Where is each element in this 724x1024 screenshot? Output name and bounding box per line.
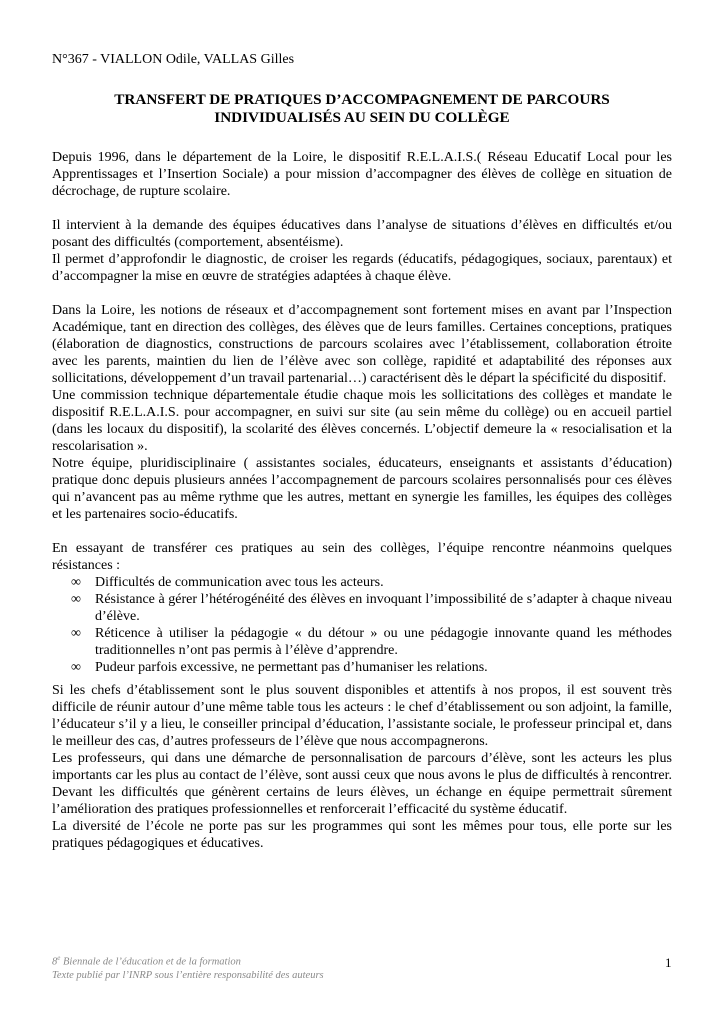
footer-line-2: Texte publié par l’INRP sous l’entière responsabilité des auteurs bbox=[52, 969, 324, 981]
document-body bbox=[52, 149, 672, 852]
footer-ordinal: 8 bbox=[52, 956, 58, 968]
list-item bbox=[71, 591, 672, 625]
list-item bbox=[71, 625, 672, 659]
paragraph-6: Notre équipe, pluridisciplinaire ( assistantes sociales, éducateurs, enseignants et assistants d’éducation) pratique donc depuis plusieurs années l’accompagnement de parcours scolaires personnalisés pour ces élèves qui n’avancent pas au même rythme que les autres, mettant en synergie les familles, les équipes des collèges et les partenaires socio-éducatifs. bbox=[52, 456, 672, 522]
footer-ordinal-suffix: e bbox=[57, 954, 61, 962]
page-footer bbox=[52, 952, 324, 982]
infinity-bullet-icon: ∞ bbox=[71, 575, 81, 590]
title-line-1: TRANSFERT DE PRATIQUES D’ACCOMPAGNEMENT DE PARCOURS bbox=[114, 91, 610, 108]
paragraph-5: Une commission technique départementale étudie chaque mois les sollicitations des collèges et mandate le dispositif R.E.L.A.I.S. pour accompagner, en suivi sur site (au sein même du collège) ou en accueil partiel (dans les locaux du dispositif), la scolarité des élèves concernés. L’objectif demeure la « resocialisation et la rescolarisation ». bbox=[52, 388, 672, 454]
infinity-bullet-icon: ∞ bbox=[71, 592, 81, 607]
paragraph-4: Dans la Loire, les notions de réseaux et d’accompagnement sont fortement mises en avant par l’Inspection Académique, tant en direction des collèges, des élèves que de leurs familles. Certaines conceptions, pratiques (élaboration de diagnostics, constructions de parcours scolaires avec l’établissement, collaboration étroite avec les parents, maintien du lien de l’élève avec son collège, rapidité et adaptabilité des réponses aux sollicitations, développement d’un travail partenarial…) caractérisent dès le départ la spécificité du dispositif. bbox=[52, 303, 672, 386]
paragraph-1: Depuis 1996, dans le département de la Loire, le dispositif R.E.L.A.I.S.( Réseau Educatif Local pour les Apprentissages et l’Insertion Sociale) a pour mission d’accompagner des élèves de collège en situation de décrochage, de rupture scolaire. bbox=[52, 150, 672, 199]
paragraph-2: Il intervient à la demande des équipes éducatives dans l’analyse de situations d’élèves en difficultés et/ou posant des difficultés (comportement, absentéisme). bbox=[52, 218, 672, 250]
list-item-text: Réticence à utiliser la pédagogie « du détour » ou une pédagogie innovante quand les méthodes traditionnelles n’ont pas permis à l’élève d’apprendre. bbox=[95, 626, 672, 658]
title-line-2: INDIVIDUALISÉS AU SEIN DU COLLÈGE bbox=[214, 109, 510, 126]
paragraph-3: Il permet d’approfondir le diagnostic, de croiser les regards (éducatifs, pédagogiques, sociaux, parentaux) et d’accompagner la mise en œuvre de stratégies adaptées à chaque élève. bbox=[52, 252, 672, 284]
list-item-text: Pudeur parfois excessive, ne permettant pas d’humaniser les relations. bbox=[95, 660, 488, 675]
page-number: 1 bbox=[665, 955, 672, 970]
footer-line-1 bbox=[52, 952, 324, 969]
infinity-bullet-icon: ∞ bbox=[71, 626, 81, 641]
list-item-text: Difficultés de communication avec tous les acteurs. bbox=[95, 575, 384, 590]
list-item-text: Résistance à gérer l’hétérogénéité des élèves en invoquant l’impossibilité de s’adapter à chaque niveau d’élève. bbox=[95, 592, 672, 624]
paragraph-9: Les professeurs, qui dans une démarche de personnalisation de parcours d’élève, sont les acteurs les plus importants car les plus au contact de l’élève, sont aussi ceux que nous avons le plus de difficultés à rencontrer. Devant les difficultés que génèrent certains de leurs élèves, un échange en équipe permettrait sûrement l’amélioration des pratiques professionnelles et renforcerait l’efficacité du système éducatif. bbox=[52, 751, 672, 817]
paragraph-7: En essayant de transférer ces pratiques au sein des collèges, l’équipe rencontre néanmoins quelques résistances : bbox=[52, 541, 672, 573]
list-item bbox=[71, 659, 672, 676]
paragraph-10: La diversité de l’école ne porte pas sur les programmes qui sont les mêmes pour tous, elle porte sur les pratiques pédagogiques et éducatives. bbox=[52, 819, 672, 851]
infinity-bullet-icon: ∞ bbox=[71, 660, 81, 675]
paragraph-8: Si les chefs d’établissement sont le plus souvent disponibles et attentifs à nos propos, il est souvent très difficile de réunir autour d’une même table tous les acteurs : le chef d’établissement ou son adjoint, la famille, l’éducateur s’il y a lieu, le conseiller principal d’éducation, l’assistante sociale, le professeur principal et, dans le meilleur des cas, d’autres professeurs de l’élève que nous accompagnerons. bbox=[52, 683, 672, 749]
footer-line-1-text: Biennale de l’éducation et de la formation bbox=[60, 956, 241, 968]
document-title bbox=[52, 91, 672, 127]
authors-line: N°367 - VIALLON Odile, VALLAS Gilles bbox=[52, 52, 295, 67]
list-item bbox=[71, 574, 672, 591]
resistance-list bbox=[52, 574, 672, 676]
